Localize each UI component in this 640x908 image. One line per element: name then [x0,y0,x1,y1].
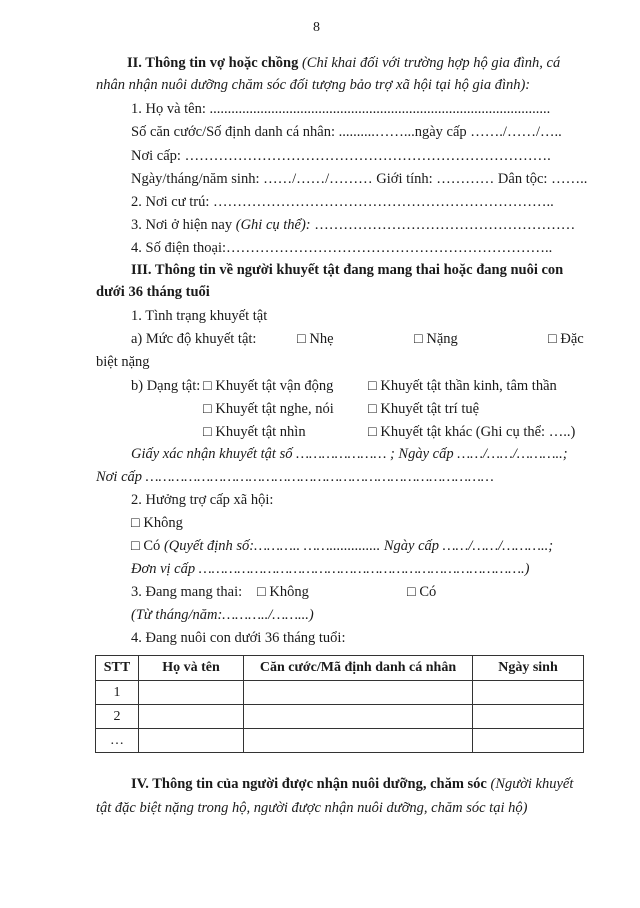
section-3-heading-line-2: dưới 36 tháng tuổi [96,284,210,300]
severity-severe-checkbox[interactable]: □ Nặng [414,331,458,347]
spouse-id-field: Số căn cước/Số định danh cá nhân: ..........……...ngày cấp ……./……/….. [131,124,562,140]
severity-special-label-cont: biệt nặng [96,354,150,370]
table-cell-dob[interactable] [473,705,584,729]
table-cell-id[interactable] [244,705,473,729]
section-2-note: (Chỉ khai đối với trường hợp hộ gia đình, cá [301,55,561,71]
disability-status-label: 1. Tình trạng khuyết tật [131,308,268,324]
section-4-heading-line-1 [131,776,573,793]
table-header-row [96,656,584,681]
section-2-heading-line-1 [127,55,560,72]
table-cell-dob[interactable] [473,729,584,753]
type-other-checkbox[interactable]: □ Khuyết tật khác (Ghi cụ thể: …..) [368,424,576,440]
table-cell-id[interactable] [244,681,473,705]
pregnant-yes-checkbox[interactable]: □ Có [407,584,437,600]
table-cell-stt: 2 [96,705,139,729]
pregnant-label: 3. Đang mang thai: [131,584,243,600]
table-row [96,705,584,729]
severity-mild-checkbox[interactable]: □ Nhẹ [297,331,334,347]
pregnant-from-field: (Từ tháng/năm:………../……...) [131,607,314,623]
allowance-decision-field: (Quyết định số:……….. …….............. Ngày cấp ……/……/………..; [163,538,554,554]
table-cell-name[interactable] [139,705,244,729]
table-row [96,729,584,753]
section-4-note: (Người khuyết [490,776,574,792]
current-address-note: (Ghi cụ thể): [235,217,311,233]
section-4-heading-line-2: tật đặc biệt nặng trong hộ, người được nhận nuôi dưỡng, chăm sóc tại hộ) [96,800,528,816]
table-cell-stt: … [96,729,139,753]
table-cell-name[interactable] [139,681,244,705]
page-number: 8 [313,20,320,35]
col-header-stt: STT [96,656,139,681]
table-cell-id[interactable] [244,729,473,753]
type-mental-checkbox[interactable]: □ Khuyết tật thần kinh, tâm thần [368,378,557,394]
spouse-issued-place-field: Nơi cấp: …………………………………………………………………. [131,148,551,164]
spouse-phone-field: 4. Số điện thoại:………………………………………………………….. [131,240,553,256]
allowance-yes-checkbox[interactable]: □ Có [131,538,161,554]
allowance-yes-line [131,538,553,555]
severity-label: a) Mức độ khuyết tật: [131,331,257,347]
col-header-id: Căn cước/Mã định danh cá nhân [244,656,473,681]
section-4-title: IV. Thông tin của người được nhận nuôi dưỡng, chăm sóc [131,776,487,792]
table-cell-dob[interactable] [473,681,584,705]
disability-type-label: b) Dạng tật: [131,378,201,394]
col-header-name: Họ và tên [139,656,244,681]
spouse-current-address-field [131,217,575,234]
type-hearing-checkbox[interactable]: □ Khuyết tật nghe, nói [203,401,334,417]
spouse-residence-field: 2. Nơi cư trú: …………………………………………………………….. [131,194,554,210]
allowance-unit-field: Đơn vị cấp ………………………………………………………………….) [131,561,530,577]
type-vision-checkbox[interactable]: □ Khuyết tật nhìn [203,424,306,440]
table-cell-stt: 1 [96,681,139,705]
current-address-label: 3. Nơi ở hiện nay [131,217,233,233]
severity-special-checkbox[interactable]: □ Đặc [548,331,584,347]
spouse-name-field: 1. Họ và tên: .............................................................................................. [131,101,551,117]
spouse-dob-gender-ethnic-field: Ngày/tháng/năm sinh: ……/……/……… Giới tính: ………… Dân tộc: …….. [131,171,588,187]
pregnant-no-checkbox[interactable]: □ Không [257,584,309,600]
current-address-dots: ……………………………………………… [310,217,576,233]
table-cell-name[interactable] [139,729,244,753]
social-allowance-label: 2. Hưởng trợ cấp xã hội: [131,492,274,508]
disability-certificate-field: Giấy xác nhận khuyết tật số ………………… ; Ngày cấp ……/……/………..; [131,446,568,462]
raising-child-label: 4. Đang nuôi con dưới 36 tháng tuổi: [131,630,346,646]
children-table [95,655,584,753]
type-intellect-checkbox[interactable]: □ Khuyết tật trí tuệ [368,401,480,417]
col-header-dob: Ngày sinh [473,656,584,681]
allowance-no-checkbox[interactable]: □ Không [131,515,183,531]
disability-certificate-place-field: Nơi cấp ……………………………………………………………………… [96,469,494,485]
table-row [96,681,584,705]
section-2-heading-line-2: nhân nhận nuôi dưỡng chăm sóc đối tượng bảo trợ xã hội tại hộ gia đình): [96,77,531,93]
section-2-title: II. Thông tin vợ hoặc chồng [127,55,299,71]
section-3-heading-line-1: III. Thông tin về người khuyết tật đang mang thai hoặc đang nuôi con [131,262,564,278]
type-motor-checkbox[interactable]: □ Khuyết tật vận động [203,378,334,394]
